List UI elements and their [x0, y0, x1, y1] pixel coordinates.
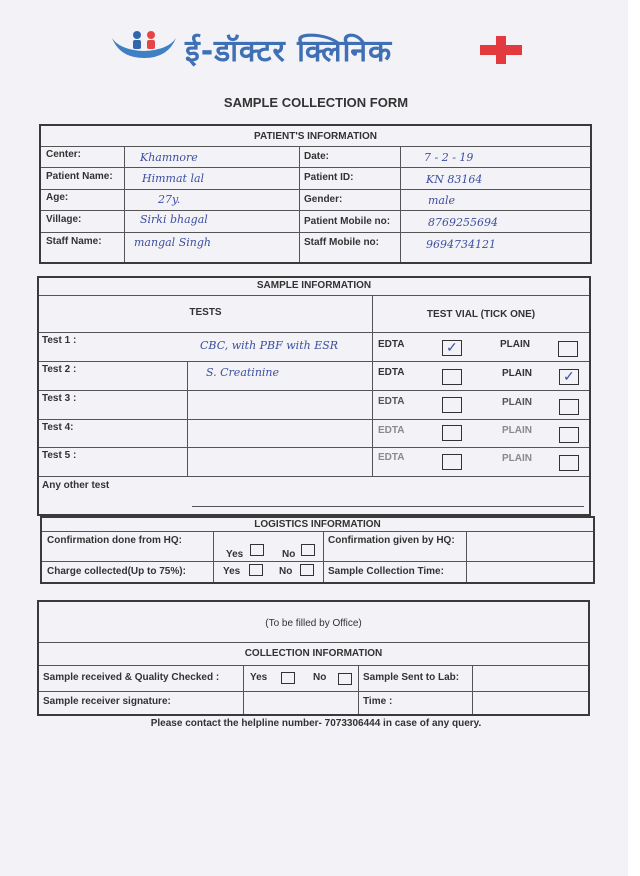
gender-label: Gender: [304, 194, 343, 205]
charge-no-label: No [279, 566, 293, 577]
test-5-plain-label: PLAIN [502, 453, 532, 464]
test-1-edta-checkbox[interactable] [442, 340, 462, 356]
sample-info-title: SAMPLE INFORMATION [256, 280, 372, 291]
staff-name-label: Staff Name: [46, 236, 102, 247]
test-2-plain-label: PLAIN [502, 368, 532, 379]
test-2-edta-label: EDTA [378, 367, 405, 378]
confirm-no-checkbox[interactable] [301, 544, 315, 556]
test-3-edta-checkbox[interactable] [442, 397, 462, 413]
age-label: Age: [46, 192, 69, 203]
test-1-value[interactable]: CBC, with PBF with ESR [200, 339, 339, 352]
test-5-edta-label: EDTA [378, 452, 405, 463]
test-5-edta-checkbox[interactable] [442, 454, 462, 470]
charge-collected-label: Charge collected(Up to 75%): [47, 566, 186, 577]
patient-name-label: Patient Name: [46, 171, 113, 182]
test-4-plain-checkbox[interactable] [559, 427, 579, 443]
test-5-plain-checkbox[interactable] [559, 455, 579, 471]
patient-mobile-value[interactable]: 8769255694 [428, 216, 498, 229]
helpline-note: Please contact the helpline number- 7073306444 in case of any query. [150, 718, 482, 729]
sent-to-lab-label: Sample Sent to Lab: [363, 672, 460, 683]
test-3-plain-checkbox[interactable] [559, 399, 579, 415]
collection-info-title: COLLECTION INFORMATION [244, 648, 383, 659]
gender-value[interactable]: male [428, 194, 456, 207]
village-label: Village: [46, 214, 82, 225]
staff-mobile-label: Staff Mobile no: [304, 237, 379, 248]
red-cross-icon [480, 36, 522, 64]
patient-id-label: Patient ID: [304, 172, 354, 183]
village-value[interactable]: Sirki bhagal [140, 213, 208, 226]
test-3-edta-label: EDTA [378, 396, 405, 407]
test-3-label: Test 3 : [42, 393, 77, 404]
test-4-edta-checkbox[interactable] [442, 425, 462, 441]
center-label: Center: [46, 149, 82, 160]
confirm-yes-label: Yes [226, 549, 244, 560]
confirmation-hq-label: Confirmation done from HQ: [47, 535, 182, 546]
time-label: Time : [363, 696, 393, 707]
other-test-label: Any other test [42, 480, 110, 491]
received-yes-checkbox[interactable] [281, 672, 295, 684]
confirm-yes-checkbox[interactable] [250, 544, 264, 556]
test-1-plain-label: PLAIN [500, 339, 530, 350]
form-title: SAMPLE COLLECTION FORM [223, 95, 409, 110]
confirmation-given-label: Confirmation given by HQ: [328, 535, 455, 546]
tick-icon: ✓ [446, 339, 458, 355]
charge-no-checkbox[interactable] [300, 564, 314, 576]
received-yes-label: Yes [250, 672, 268, 683]
hands-family-icon [110, 28, 178, 60]
test-4-label: Test 4: [42, 422, 74, 433]
received-checked-label: Sample received & Quality Checked : [43, 672, 220, 683]
center-value[interactable]: Khamnore [140, 151, 198, 164]
brand-name: ई-डॉक्टर क्लिनिक [185, 34, 393, 69]
patient-info-title: PATIENT'S INFORMATION [254, 131, 377, 142]
staff-name-value[interactable]: mangal Singh [134, 236, 211, 249]
test-3-plain-label: PLAIN [502, 397, 532, 408]
office-note: (To be filled by Office) [265, 618, 362, 629]
confirm-no-label: No [282, 549, 296, 560]
received-no-label: No [313, 672, 327, 683]
test-2-label: Test 2 : [42, 364, 77, 375]
background-strip [628, 0, 640, 876]
patient-name-value[interactable]: Himmat lal [142, 172, 205, 185]
logistics-info-title: LOGISTICS INFORMATION [254, 519, 381, 530]
charge-yes-label: Yes [223, 566, 241, 577]
tick-icon: ✓ [563, 368, 575, 384]
collection-time-label: Sample Collection Time: [328, 566, 444, 577]
test-4-plain-label: PLAIN [502, 425, 532, 436]
date-label: Date: [304, 151, 330, 162]
test-4-edta-label: EDTA [378, 425, 405, 436]
patient-mobile-label: Patient Mobile no: [304, 216, 391, 227]
test-1-label: Test 1 : [42, 335, 77, 346]
test-2-value[interactable]: S. Creatinine [206, 366, 280, 379]
tests-header: TESTS [189, 307, 222, 318]
test-5-label: Test 5 : [42, 450, 77, 461]
staff-mobile-value[interactable]: 9694734121 [426, 238, 496, 251]
test-1-edta-label: EDTA [378, 339, 405, 350]
test-vial-header: TEST VIAL (TICK ONE) [426, 309, 536, 320]
patient-id-value[interactable]: KN 83164 [426, 173, 483, 186]
test-2-plain-checkbox[interactable] [559, 369, 579, 385]
test-2-edta-checkbox[interactable] [442, 369, 462, 385]
date-value[interactable]: 7 - 2 - 19 [424, 151, 474, 164]
test-1-plain-checkbox[interactable] [558, 341, 578, 357]
receiver-signature-label: Sample receiver signature: [43, 696, 171, 707]
age-value[interactable]: 27y. [158, 193, 181, 206]
charge-yes-checkbox[interactable] [249, 564, 263, 576]
received-no-checkbox[interactable] [338, 673, 352, 685]
